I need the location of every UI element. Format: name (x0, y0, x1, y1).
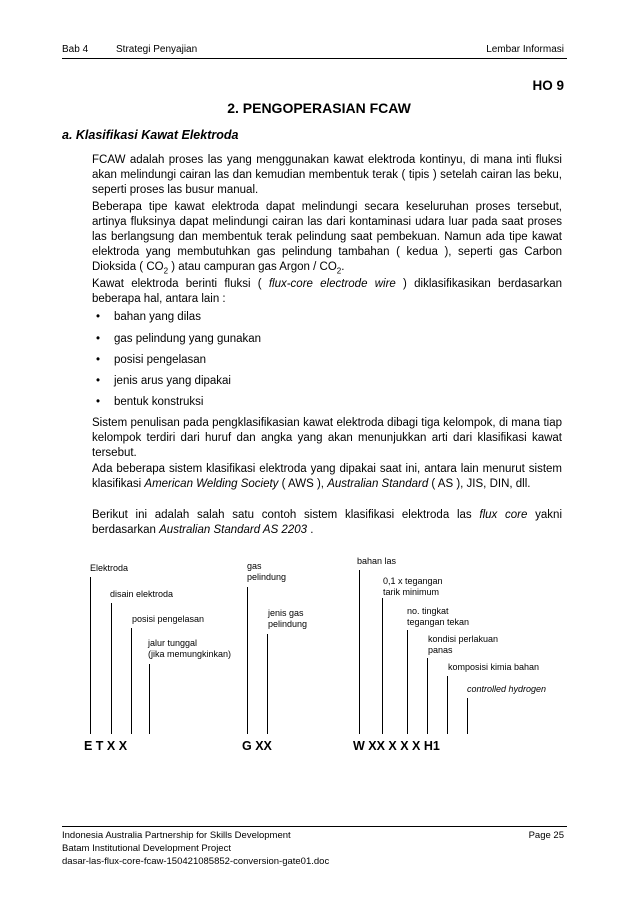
leader-line (427, 658, 428, 734)
footer-project: Batam Institutional Development Project (62, 843, 231, 854)
leader-line (90, 577, 91, 734)
page-title: 2. PENGOPERASIAN FCAW (227, 100, 411, 116)
label-tegangan-tekan: no. tingkat tegangan tekan (407, 606, 470, 627)
paragraph-5: Ada beberapa sistem klasifikasi elektroda yang dipakai saat ini, antara lain menurut sistem klasifikasi American Welding Society ( AWS ), Australian Standard ( AS ), JIS, DIN, dll. (92, 463, 562, 490)
label-elektroda: Elektroda (90, 563, 129, 573)
paragraph-6: Berikut ini adalah salah satu contoh sistem klasifikasi elektroda las flux core yakni berdasarkan Australian Standard AS 2203 . (92, 509, 563, 536)
paragraph-4: Sistem penulisan pada pengklasifikasian kawat elektroda dibagi tiga kelompok, di mana tiap kelompok terdiri dari huruf dan angka yang akan menunjukkan arti dari klasifikasi kawat tersebut. (92, 417, 562, 459)
bullet-item: • jenis arus yang dipakai (96, 375, 231, 387)
label-komposisi: komposisi kimia bahan (448, 662, 540, 672)
paragraph-1: FCAW adalah proses las yang menggunakan kawat elektroda kontinyu, di mana inti fluksi akan melindungi cairan las dan kemudian membentuk terak ( tipis ) setelah cairan las beku, seperti proses las busur manual. (92, 154, 562, 196)
footer-filename: dasar-las-flux-core-fcaw-150421085852-conversion-gate01.doc (62, 856, 330, 867)
bullet-item: • bahan yang dilas (96, 311, 201, 323)
code-group-3: W XX X X X H1 (353, 739, 440, 753)
code-group-2: G XX (242, 739, 272, 753)
leader-line (111, 603, 112, 734)
footer-rule (62, 826, 567, 827)
label-bahan-las: bahan las (357, 556, 397, 566)
label-tegangan-tarik: 0,1 x tegangan tarik minimum (383, 576, 443, 597)
header-section: Strategi Penyajian (116, 44, 198, 55)
code-group-1: E T X X (84, 739, 128, 753)
footer-page-number: Page 25 (528, 830, 564, 841)
leader-line (407, 630, 408, 734)
leader-line (359, 570, 360, 734)
bullet-item: • gas pelindung yang gunakan (96, 333, 262, 345)
label-kondisi-panas: kondisi perlakuan panas (428, 634, 499, 655)
section-subtitle: a. Klasifikasi Kawat Elektroda (62, 128, 239, 142)
leader-line (382, 598, 383, 734)
label-posisi: posisi pengelasan (132, 614, 205, 624)
leader-line (467, 698, 468, 734)
label-controlled-hydrogen: controlled hydrogen (467, 684, 547, 694)
label-disain: disain elektroda (110, 589, 174, 599)
bullet-item: • bentuk konstruksi (96, 396, 204, 408)
label-jalur: jalur tunggal (jika memungkinkan) (148, 638, 232, 659)
leader-line (267, 634, 268, 734)
footer-org: Indonesia Australia Partnership for Skills Development (62, 830, 291, 841)
leader-line (247, 587, 248, 734)
label-gas-pelindung: gas pelindung (247, 561, 287, 582)
header-doc-type: Lembar Informasi (486, 44, 564, 55)
paragraph-3: Kawat elektroda berinti fluksi ( flux-core electrode wire ) diklasifikasikan berdasarkan beberapa hal, antara lain : (92, 278, 562, 305)
leader-line (131, 628, 132, 734)
paragraph-2: Beberapa tipe kawat elektroda dapat melindungi secara keseluruhan proses tersebut, artinya fluksinya dapat melindungi cairan las dari kontaminasi udara luar pada saat proses las berlangsung dan membentuk terak pelindung saat pembekuan. Namun ada tipe kawat elektroda yang membutuhkan gas pelindung tambahan ( kedua ), seperti gas Carbon Dioksida ( $CO_2$ ) atau campuran gas Argon / $CO_2$. (92, 201, 562, 276)
leader-line (149, 664, 150, 734)
label-jenis-gas: jenis gas pelindung (268, 608, 308, 629)
ho-label: HO 9 (532, 78, 564, 93)
header-rule (62, 58, 567, 59)
header-chapter: Bab 4 (62, 44, 89, 55)
leader-line (447, 676, 448, 734)
bullet-item: • posisi pengelasan (96, 354, 207, 366)
